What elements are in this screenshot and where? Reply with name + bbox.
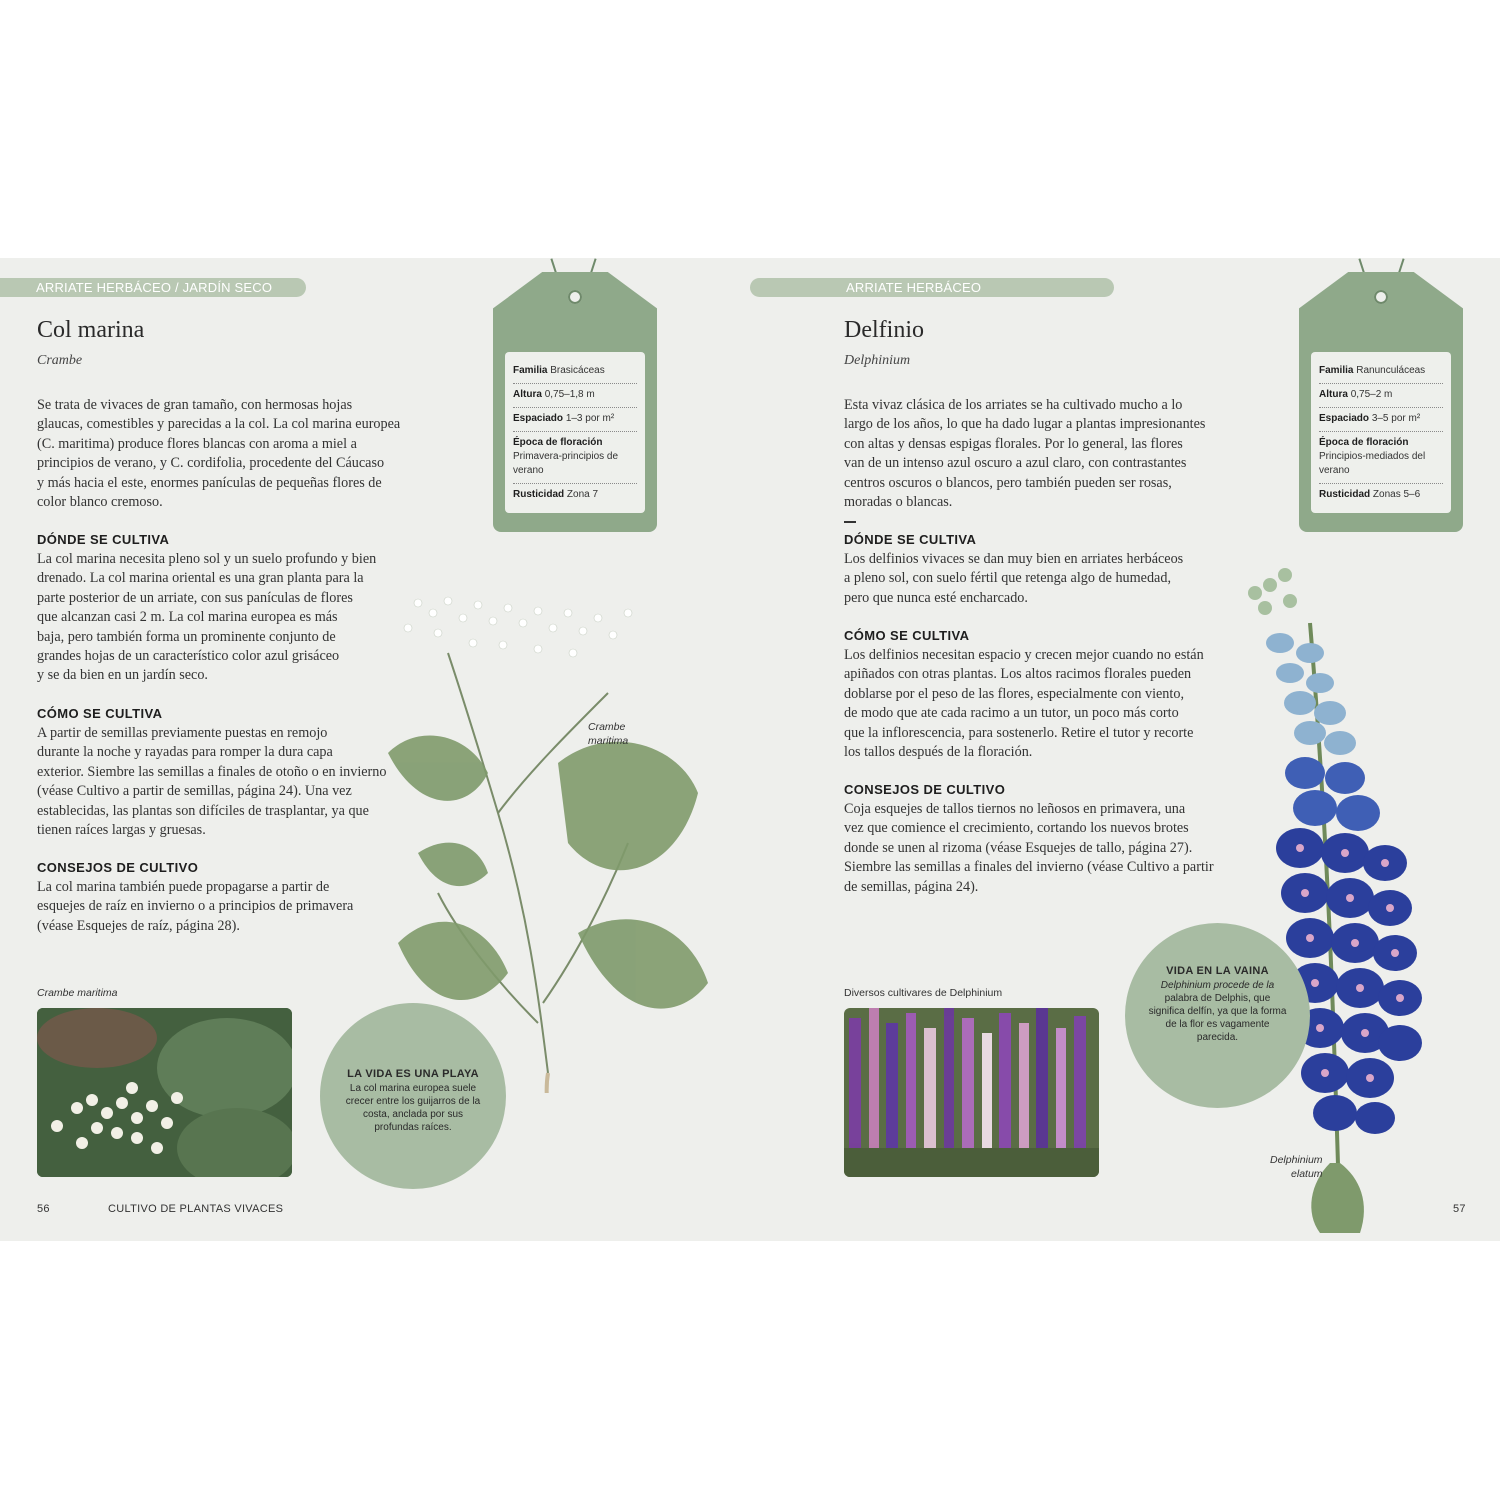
- right-intro: Esta vivaz clásica de los arriates se ha cultivado mucho a lo largo de los años, lo que ha dado lugar a plantas impresionantes con altas y densas espigas florales. Por lo general, las flores van de un intenso azul oscuro a azul claro, con contrastantes centros oscuros o blancos, pero también pueden ser rosas, moradas o blancas.: [844, 397, 1206, 511]
- delphinium-photo-image: [844, 1008, 1099, 1177]
- right-tag-card: [1311, 352, 1451, 513]
- left-latin-name: Crambe: [37, 353, 83, 368]
- tag-row-hardiness: Rusticidad Zona 7: [513, 489, 599, 500]
- tag-row-family: Familia Ranunculáceas: [1319, 360, 1443, 384]
- left-photo-caption: Crambe maritima: [37, 987, 118, 999]
- crambe-photo: [37, 1008, 292, 1177]
- book-spread: [0, 258, 1500, 1241]
- right-latin-name: Delphinium: [844, 353, 911, 368]
- tag-row-spacing: Espaciado 3–5 por m²: [1319, 408, 1443, 432]
- left-tips-heading: CONSEJOS DE CULTIVO: [37, 860, 199, 875]
- left-tag-card: [505, 352, 645, 513]
- tag-hole-icon: [568, 290, 582, 304]
- right-plant-tag: [1299, 272, 1463, 534]
- tag-row-spacing: Espaciado 1–3 por m²: [513, 408, 637, 432]
- tag-row-height: Altura 0,75–1,8 m: [513, 384, 637, 408]
- left-plant-tag: [493, 272, 657, 534]
- left-where-text: La col marina necesita pleno sol y un suelo profundo y bien drenado. La col marina oriental es una gran planta para la parte posterior de un arriate, con sus panículas de flores que alcanzan casi 2 m. La col marina europea es más baja, pero también forma un prominente conjunto de grandes hojas de un característico color azul grisáceo y se da bien en un jardín seco.: [37, 551, 377, 684]
- tag-row-flowering: Época de floración Primavera-principios de verano: [513, 432, 637, 484]
- right-how-heading: CÓMO SE CULTIVA: [844, 628, 970, 643]
- right-where-text: Los delfinios vivaces se dan muy bien en arriates herbáceos a pleno sol, con suelo fértil que retenga algo de humedad, pero que nunca esté encharcado.: [844, 551, 1184, 606]
- right-tips-heading: CONSEJOS DE CULTIVO: [844, 782, 1006, 797]
- tag-row-family: Familia Brasicáceas: [513, 360, 637, 384]
- tag-row-height: Altura 0,75–2 m: [1319, 384, 1443, 408]
- left-footer-title: CULTIVO DE PLANTAS VIVACES: [108, 1203, 284, 1215]
- left-tips-text: La col marina también puede propagarse a partir de esquejes de raíz en invierno o a principios de primavera (véase Esquejes de raíz, página 28).: [37, 879, 354, 934]
- right-fact-text: VIDA EN LA VAINA Delphinium procede de la palabra de Delphis, que significa delfín, ya que la forma de la flor es vagamente parecida.: [1148, 965, 1287, 1043]
- delphinium-photo: [844, 1008, 1099, 1177]
- left-intro: Se trata de vivaces de gran tamaño, con hermosas hojas glaucas, comestibles y parecidas a la col. La col marina europea (C. maritima) produce flores blancas con aroma a miel a principios de verano, y C. cordifolia, procedente del Cáucaso y más hacia el este, enormes panículas de pequeñas flores de color blanco cremoso.: [37, 397, 401, 511]
- right-title: Delfinio: [844, 317, 924, 343]
- right-section-header: ARRIATE HERBÁCEO: [750, 278, 1114, 297]
- right-photo-caption: Diversos cultivares de Delphinium: [844, 987, 1003, 999]
- tag-hole-icon: [1374, 290, 1388, 304]
- left-section-header: ARRIATE HERBÁCEO / JARDÍN SECO: [0, 278, 306, 297]
- divider: [844, 521, 856, 523]
- tag-row-flowering: Época de floración Principios-mediados del verano: [1319, 432, 1443, 484]
- left-how-text: A partir de semillas previamente puestas en remojo durante la noche y rayadas para romper la dura capa exterior. Siembre las semillas a finales de otoño o en invierno (véase Cultivo a partir de semillas, página 24). Una vez establecidas, las plantas son difíciles de trasplantar, ya que tienen raíces largas y gruesas.: [37, 725, 387, 839]
- left-where-heading: DÓNDE SE CULTIVA: [37, 532, 170, 547]
- left-fact-text: LA VIDA ES UNA PLAYA La col marina europea suele crecer entre los guijarros de la costa, anclada por sus profundas raíces.: [345, 1068, 481, 1133]
- right-how-text: Los delfinios necesitan espacio y crecen mejor cuando no están apiñados con otras plantas. Los altos racimos florales pueden doblarse por el peso de las flores, especialmente con viento, de modo que ate cada racimo a un tutor, un poco más corto que la inflorescencia, para sostenerlo. Retire el tutor y recorte los tallos después de la floración.: [844, 647, 1204, 761]
- left-how-heading: CÓMO SE CULTIVA: [37, 706, 163, 721]
- right-where-heading: DÓNDE SE CULTIVA: [844, 532, 977, 547]
- right-page-number: 57: [1453, 1203, 1466, 1215]
- left-page: [0, 258, 750, 1241]
- left-title: Col marina: [37, 317, 145, 343]
- crambe-photo-image: [37, 1008, 292, 1177]
- tag-row-hardiness: Rusticidad Zonas 5–6: [1319, 489, 1421, 500]
- delphinium-illustration: [1210, 563, 1450, 1241]
- left-page-number: 56: [37, 1203, 50, 1215]
- right-tips-text: Coja esquejes de tallos tiernos no leñosos en primavera, una vez que comience el crecimiento, cortando los nuevos brotes donde se unen al rizoma (véase Esquejes de tallo, página 27). Siembre las semillas a finales del invierno (véase Cultivo a partir de semillas, página 24).: [844, 801, 1214, 895]
- delphinium-illustration-caption: Delphinium elatum: [1270, 1154, 1323, 1180]
- crambe-illustration-caption: Crambe maritima: [588, 721, 629, 747]
- right-page: [750, 258, 1500, 1241]
